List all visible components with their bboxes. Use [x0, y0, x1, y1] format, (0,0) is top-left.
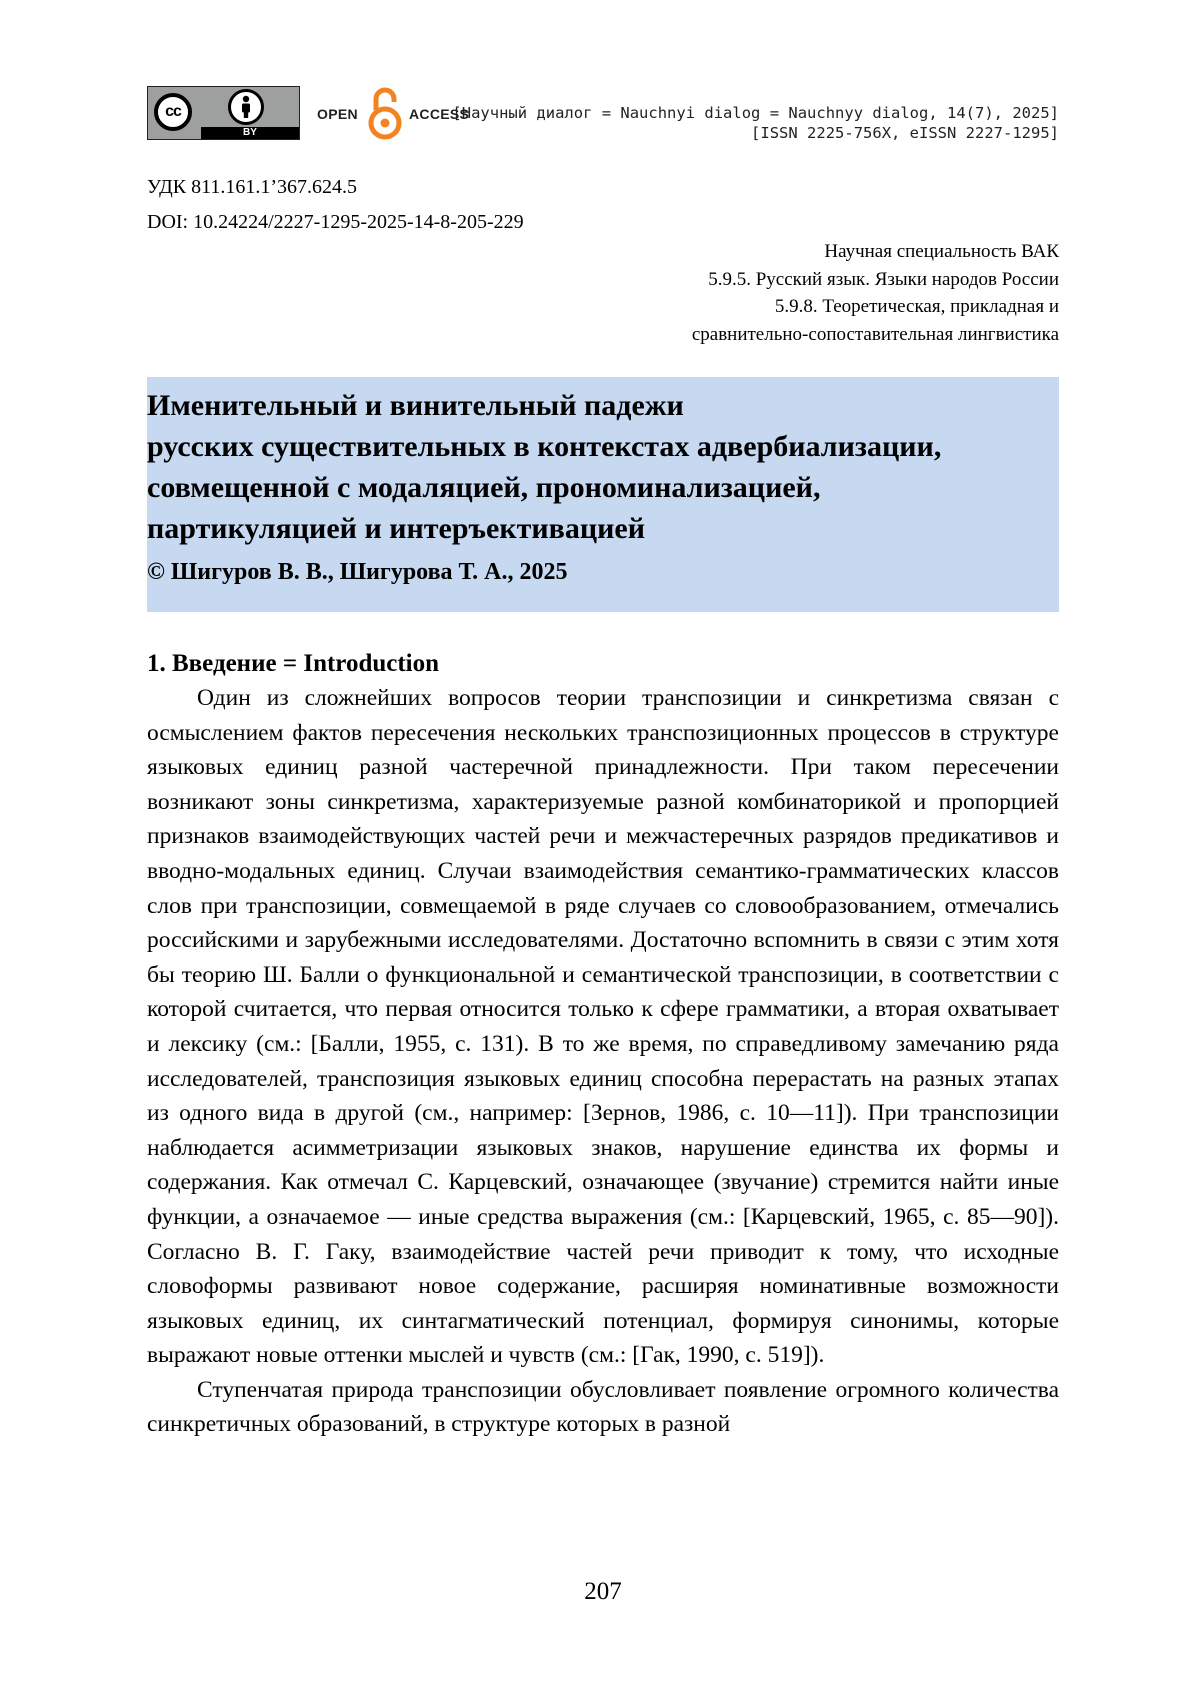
attribution-person-icon — [228, 89, 264, 125]
journal-issn-line: [ISSN 2225-756X, eISSN 2227-1295] — [751, 124, 1059, 142]
cc-by-license-badge[interactable] — [147, 86, 300, 140]
vak-specialty-block — [692, 238, 1059, 348]
header-logos — [147, 86, 470, 140]
body-text — [147, 681, 1059, 1442]
journal-citation-line: [Научный диалог = Nauchnyi dialog = Nauchnyy dialog, 14(7), 2025] — [452, 104, 1059, 122]
title-line: русских существительных в контекстах адвербиализации, — [147, 430, 942, 463]
article-title — [147, 385, 941, 549]
cc-icon: cc — [154, 93, 192, 131]
vak-heading: Научная специальность ВАК — [824, 241, 1059, 262]
paper-page — [147, 0, 1059, 1703]
paragraph: Ступенчатая природа транспозиции обусловливает появление огромного количества синкретичных образований, в структуре которых в разной — [147, 1376, 1059, 1438]
vak-specialty-line: сравнительно-сопоставительная лингвистика — [691, 323, 1059, 345]
title-line: партикуляцией и интеръективацией — [147, 512, 646, 545]
title-box — [147, 377, 1059, 612]
title-line: совмещенной с модаляцией, прономинализацией, — [147, 471, 821, 504]
by-label: BY — [201, 127, 299, 139]
vak-specialty-line: 5.9.5. Русский язык. Языки народов России — [708, 268, 1059, 290]
journal-reference — [452, 103, 1059, 143]
open-access-right-text: ACCESS — [409, 106, 470, 122]
authors-copyright: © Шигуров В. В., Шигурова Т. А., 2025 — [147, 559, 568, 585]
open-access-left-text: OPEN — [317, 106, 358, 122]
section-heading: 1. Введение = Introduction — [147, 650, 440, 677]
open-access-lock-icon — [364, 86, 406, 140]
paragraph: Один из сложнейших вопросов теории транспозиции и синкретизма связан с осмыслением фактов пересечения нескольких транспозиционных процессов в структуре языковых единиц разной частеречной принадлежности. При таком пересечении возникают зоны синкретизма, характеризуемые разной комбинаторикой и пропорцией признаков взаимодействующих частей речи и межчастеречных разрядов предикативов и вводно-модальных единиц. Случаи взаимодействия семантико-грамматических классов слов при транспозиции, совмещаемой в ряде случаев со словообразованием, отмечались российскими и зарубежными исследователями. Достаточно вспомнить в связи с этим хотя бы теорию Ш. Балли о функциональной и семантической транспозиции, в соответствии с которой считается, что первая относится только к сфере грамматики, а вторая охватывает и лексику (см.: [Балли, 1955, с. 131). В то же время, по справедливому замечанию ряда исследователей, транспозиция языковых единиц способна перерастать на разных этапах из одного вида в другой (см., например: [Зернов, 1986, с. 10—11]). При транспозиции наблюдается асимметризации языковых знаков, нарушение единства их формы и содержания. Как отмечал С. Карцевский, означающее (звучание) стремится найти иные функции, а означаемое — иные средства выражения (см.: [Карцевский, 1965, с. 85—90]). Согласно В. Г. Гаку, взаимодействие частей речи приводит к тому, что исходные словоформы развивают новое содержание, расширяя номинативные возможности языковых единиц, их синтагматический потенциал, формируя синонимы, которые выражают новые оттенки мыслей и чувств (см.: [Гак, 1990, с. 519]). — [147, 685, 1059, 1369]
title-line: Именительный и винительный падежи — [147, 389, 684, 422]
udc-code: УДК 811.161.1’367.624.5 — [147, 176, 358, 198]
page-number: 207 — [584, 1578, 622, 1605]
doi[interactable]: DOI: 10.24224/2227-1295-2025-14-8-205-229 — [147, 211, 524, 233]
vak-specialty-line: 5.9.8. Теоретическая, прикладная и — [774, 296, 1059, 317]
